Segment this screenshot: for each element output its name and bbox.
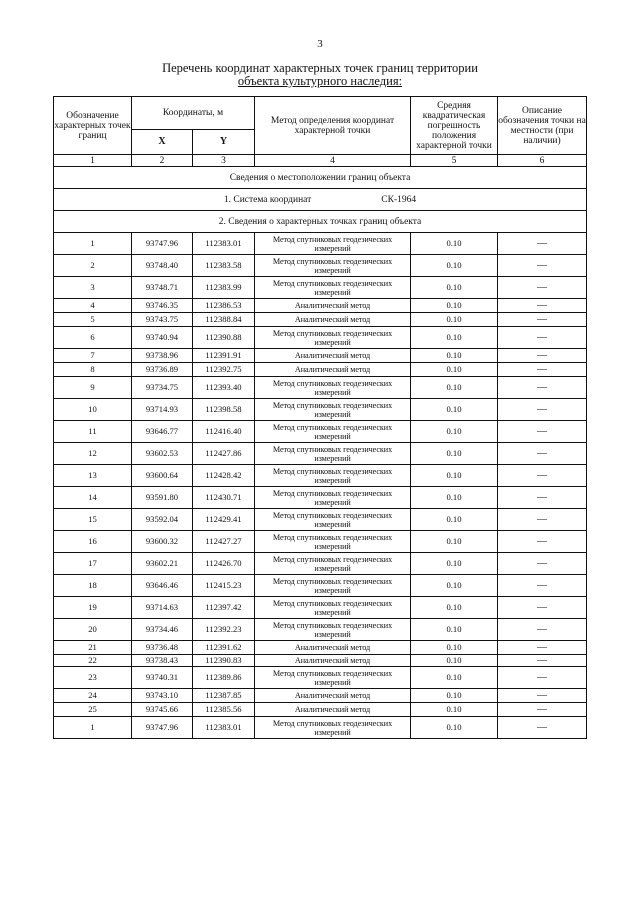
method-cell: Метод спутниковых геодезических измерений xyxy=(255,619,411,641)
header-description: Описание обозначения точки на местности (при наличии) xyxy=(498,97,587,155)
y-cell: 112389.86 xyxy=(193,667,255,689)
table-row xyxy=(54,487,587,509)
x-cell: 93602.21 xyxy=(132,553,193,575)
x-cell: 93740.94 xyxy=(132,327,193,349)
x-cell: 93738.96 xyxy=(132,349,193,363)
error-cell: 0.10 xyxy=(411,377,498,399)
error-cell: 0.10 xyxy=(411,597,498,619)
error-cell: 0.10 xyxy=(411,255,498,277)
y-cell: 112383.01 xyxy=(193,233,255,255)
table-row xyxy=(54,313,587,327)
x-cell: 93592.04 xyxy=(132,509,193,531)
point-cell: 24 xyxy=(54,689,132,703)
point-cell: 1 xyxy=(54,233,132,255)
point-cell: 11 xyxy=(54,421,132,443)
point-cell: 25 xyxy=(54,703,132,717)
description-cell: — xyxy=(498,619,587,641)
method-cell: Метод спутниковых геодезических измерений xyxy=(255,443,411,465)
point-cell: 23 xyxy=(54,667,132,689)
y-cell: 112426.70 xyxy=(193,553,255,575)
table-row xyxy=(54,575,587,597)
table-row xyxy=(54,363,587,377)
x-cell: 93714.93 xyxy=(132,399,193,421)
table-row xyxy=(54,689,587,703)
error-cell: 0.10 xyxy=(411,313,498,327)
x-cell: 93646.77 xyxy=(132,421,193,443)
method-cell: Метод спутниковых геодезических измерений xyxy=(255,667,411,689)
point-cell: 6 xyxy=(54,327,132,349)
error-cell: 0.10 xyxy=(411,655,498,667)
y-cell: 112393.40 xyxy=(193,377,255,399)
y-cell: 112383.01 xyxy=(193,717,255,739)
column-number: 2 xyxy=(132,155,193,167)
table-row xyxy=(54,531,587,553)
x-cell: 93740.31 xyxy=(132,667,193,689)
x-cell: 93600.32 xyxy=(132,531,193,553)
header-coordinates: Координаты, м xyxy=(132,97,255,130)
x-cell: 93736.48 xyxy=(132,641,193,655)
point-cell: 22 xyxy=(54,655,132,667)
error-cell: 0.10 xyxy=(411,233,498,255)
y-cell: 112429.41 xyxy=(193,509,255,531)
table-row xyxy=(54,553,587,575)
column-number: 5 xyxy=(411,155,498,167)
y-cell: 112427.86 xyxy=(193,443,255,465)
y-cell: 112392.23 xyxy=(193,619,255,641)
point-cell: 19 xyxy=(54,597,132,619)
y-cell: 112428.42 xyxy=(193,465,255,487)
points-info-row: 2. Сведения о характерных точках границ объекта xyxy=(54,211,587,233)
point-cell: 4 xyxy=(54,299,132,313)
point-cell: 14 xyxy=(54,487,132,509)
point-cell: 21 xyxy=(54,641,132,655)
method-cell: Метод спутниковых геодезических измерений xyxy=(255,717,411,739)
error-cell: 0.10 xyxy=(411,363,498,377)
table-row xyxy=(54,327,587,349)
location-info-row: Сведения о местоположении границ объекта xyxy=(54,167,587,189)
coord-system-value: СК-1964 xyxy=(381,194,417,205)
method-cell: Метод спутниковых геодезических измерений xyxy=(255,233,411,255)
y-cell: 112383.99 xyxy=(193,277,255,299)
method-cell: Аналитический метод xyxy=(255,641,411,655)
error-cell: 0.10 xyxy=(411,531,498,553)
description-cell: — xyxy=(498,487,587,509)
y-cell: 112427.27 xyxy=(193,531,255,553)
x-cell: 93743.75 xyxy=(132,313,193,327)
point-cell: 3 xyxy=(54,277,132,299)
y-cell: 112391.62 xyxy=(193,641,255,655)
method-cell: Метод спутниковых геодезических измерений xyxy=(255,575,411,597)
point-cell: 5 xyxy=(54,313,132,327)
table-row xyxy=(54,667,587,689)
point-cell: 8 xyxy=(54,363,132,377)
description-cell: — xyxy=(498,717,587,739)
y-cell: 112416.40 xyxy=(193,421,255,443)
error-cell: 0.10 xyxy=(411,509,498,531)
table-row xyxy=(54,443,587,465)
error-cell: 0.10 xyxy=(411,641,498,655)
description-cell: — xyxy=(498,377,587,399)
y-cell: 112390.83 xyxy=(193,655,255,667)
x-cell: 93714.63 xyxy=(132,597,193,619)
error-cell: 0.10 xyxy=(411,465,498,487)
header-designation: Обозначение характерных точек границ xyxy=(54,97,132,155)
coord-system-label: 1. Система координат xyxy=(223,194,312,205)
x-cell: 93591.80 xyxy=(132,487,193,509)
x-cell: 93734.75 xyxy=(132,377,193,399)
x-cell: 93748.71 xyxy=(132,277,193,299)
description-cell: — xyxy=(498,349,587,363)
description-cell: — xyxy=(498,655,587,667)
method-cell: Аналитический метод xyxy=(255,689,411,703)
error-cell: 0.10 xyxy=(411,487,498,509)
x-cell: 93646.46 xyxy=(132,575,193,597)
x-cell: 93743.10 xyxy=(132,689,193,703)
y-cell: 112397.42 xyxy=(193,597,255,619)
error-cell: 0.10 xyxy=(411,299,498,313)
point-cell: 10 xyxy=(54,399,132,421)
method-cell: Метод спутниковых геодезических измерений xyxy=(255,277,411,299)
x-cell: 93734.46 xyxy=(132,619,193,641)
y-cell: 112386.53 xyxy=(193,299,255,313)
method-cell: Метод спутниковых геодезических измерений xyxy=(255,399,411,421)
table-row xyxy=(54,641,587,655)
table-row xyxy=(54,717,587,739)
point-cell: 9 xyxy=(54,377,132,399)
header-error: Средняя квадратическая погрешность положения характерной точки xyxy=(411,97,498,155)
table-row xyxy=(54,349,587,363)
error-cell: 0.10 xyxy=(411,575,498,597)
page-number: 3 xyxy=(317,38,323,50)
column-number: 3 xyxy=(193,155,255,167)
page-title xyxy=(0,62,640,88)
table-row xyxy=(54,597,587,619)
y-cell: 112415.23 xyxy=(193,575,255,597)
description-cell: — xyxy=(498,421,587,443)
table-row xyxy=(54,703,587,717)
error-cell: 0.10 xyxy=(411,717,498,739)
error-cell: 0.10 xyxy=(411,667,498,689)
x-cell: 93602.53 xyxy=(132,443,193,465)
point-cell: 13 xyxy=(54,465,132,487)
error-cell: 0.10 xyxy=(411,443,498,465)
point-cell: 12 xyxy=(54,443,132,465)
method-cell: Метод спутниковых геодезических измерений xyxy=(255,377,411,399)
y-cell: 112385.56 xyxy=(193,703,255,717)
description-cell: — xyxy=(498,575,587,597)
error-cell: 0.10 xyxy=(411,421,498,443)
method-cell: Аналитический метод xyxy=(255,363,411,377)
description-cell: — xyxy=(498,689,587,703)
x-cell: 93748.40 xyxy=(132,255,193,277)
table-body xyxy=(54,233,587,739)
header-x: X xyxy=(132,130,193,155)
column-number: 6 xyxy=(498,155,587,167)
point-cell: 18 xyxy=(54,575,132,597)
point-cell: 16 xyxy=(54,531,132,553)
description-cell: — xyxy=(498,465,587,487)
description-cell: — xyxy=(498,233,587,255)
y-cell: 112430.71 xyxy=(193,487,255,509)
x-cell: 93736.89 xyxy=(132,363,193,377)
table-row xyxy=(54,399,587,421)
table-row xyxy=(54,277,587,299)
method-cell: Метод спутниковых геодезических измерений xyxy=(255,597,411,619)
description-cell: — xyxy=(498,509,587,531)
table-row xyxy=(54,655,587,667)
method-cell: Метод спутниковых геодезических измерений xyxy=(255,531,411,553)
error-cell: 0.10 xyxy=(411,689,498,703)
method-cell: Аналитический метод xyxy=(255,703,411,717)
header-method: Метод определения координат характерной точки xyxy=(255,97,411,155)
x-cell: 93745.66 xyxy=(132,703,193,717)
x-cell: 93747.96 xyxy=(132,717,193,739)
description-cell: — xyxy=(498,703,587,717)
y-cell: 112390.88 xyxy=(193,327,255,349)
y-cell: 112391.91 xyxy=(193,349,255,363)
method-cell: Аналитический метод xyxy=(255,313,411,327)
error-cell: 0.10 xyxy=(411,553,498,575)
x-cell: 93600.64 xyxy=(132,465,193,487)
description-cell: — xyxy=(498,667,587,689)
header-y: Y xyxy=(193,130,255,155)
method-cell: Аналитический метод xyxy=(255,299,411,313)
method-cell: Метод спутниковых геодезических измерений xyxy=(255,487,411,509)
title-line-2: объекта культурного наследия: xyxy=(237,74,403,88)
y-cell: 112392.75 xyxy=(193,363,255,377)
table-row xyxy=(54,255,587,277)
method-cell: Метод спутниковых геодезических измерений xyxy=(255,553,411,575)
y-cell: 112383.58 xyxy=(193,255,255,277)
y-cell: 112388.84 xyxy=(193,313,255,327)
x-cell: 93738.43 xyxy=(132,655,193,667)
x-cell: 93747.96 xyxy=(132,233,193,255)
description-cell: — xyxy=(498,443,587,465)
description-cell: — xyxy=(498,299,587,313)
point-cell: 15 xyxy=(54,509,132,531)
description-cell: — xyxy=(498,531,587,553)
column-number: 1 xyxy=(54,155,132,167)
point-cell: 2 xyxy=(54,255,132,277)
point-cell: 17 xyxy=(54,553,132,575)
table-row xyxy=(54,377,587,399)
table-row xyxy=(54,299,587,313)
description-cell: — xyxy=(498,277,587,299)
method-cell: Метод спутниковых геодезических измерений xyxy=(255,421,411,443)
y-cell: 112387.85 xyxy=(193,689,255,703)
point-cell: 7 xyxy=(54,349,132,363)
description-cell: — xyxy=(498,597,587,619)
method-cell: Метод спутниковых геодезических измерений xyxy=(255,327,411,349)
error-cell: 0.10 xyxy=(411,399,498,421)
point-cell: 1 xyxy=(54,717,132,739)
description-cell: — xyxy=(498,327,587,349)
description-cell: — xyxy=(498,363,587,377)
error-cell: 0.10 xyxy=(411,349,498,363)
method-cell: Метод спутниковых геодезических измерений xyxy=(255,509,411,531)
description-cell: — xyxy=(498,553,587,575)
error-cell: 0.10 xyxy=(411,277,498,299)
table-row xyxy=(54,619,587,641)
column-number: 4 xyxy=(255,155,411,167)
method-cell: Метод спутниковых геодезических измерений xyxy=(255,465,411,487)
description-cell: — xyxy=(498,255,587,277)
table-row xyxy=(54,421,587,443)
title-line-1: Перечень координат характерных точек границ территории xyxy=(162,61,478,75)
error-cell: 0.10 xyxy=(411,327,498,349)
table-row xyxy=(54,509,587,531)
error-cell: 0.10 xyxy=(411,619,498,641)
description-cell: — xyxy=(498,399,587,421)
y-cell: 112398.58 xyxy=(193,399,255,421)
table-row xyxy=(54,233,587,255)
coord-system-row xyxy=(54,189,587,211)
error-cell: 0.10 xyxy=(411,703,498,717)
method-cell: Аналитический метод xyxy=(255,349,411,363)
description-cell: — xyxy=(498,313,587,327)
x-cell: 93746.35 xyxy=(132,299,193,313)
point-cell: 20 xyxy=(54,619,132,641)
description-cell: — xyxy=(498,641,587,655)
coordinates-table xyxy=(53,96,587,739)
method-cell: Аналитический метод xyxy=(255,655,411,667)
method-cell: Метод спутниковых геодезических измерений xyxy=(255,255,411,277)
table-row xyxy=(54,465,587,487)
